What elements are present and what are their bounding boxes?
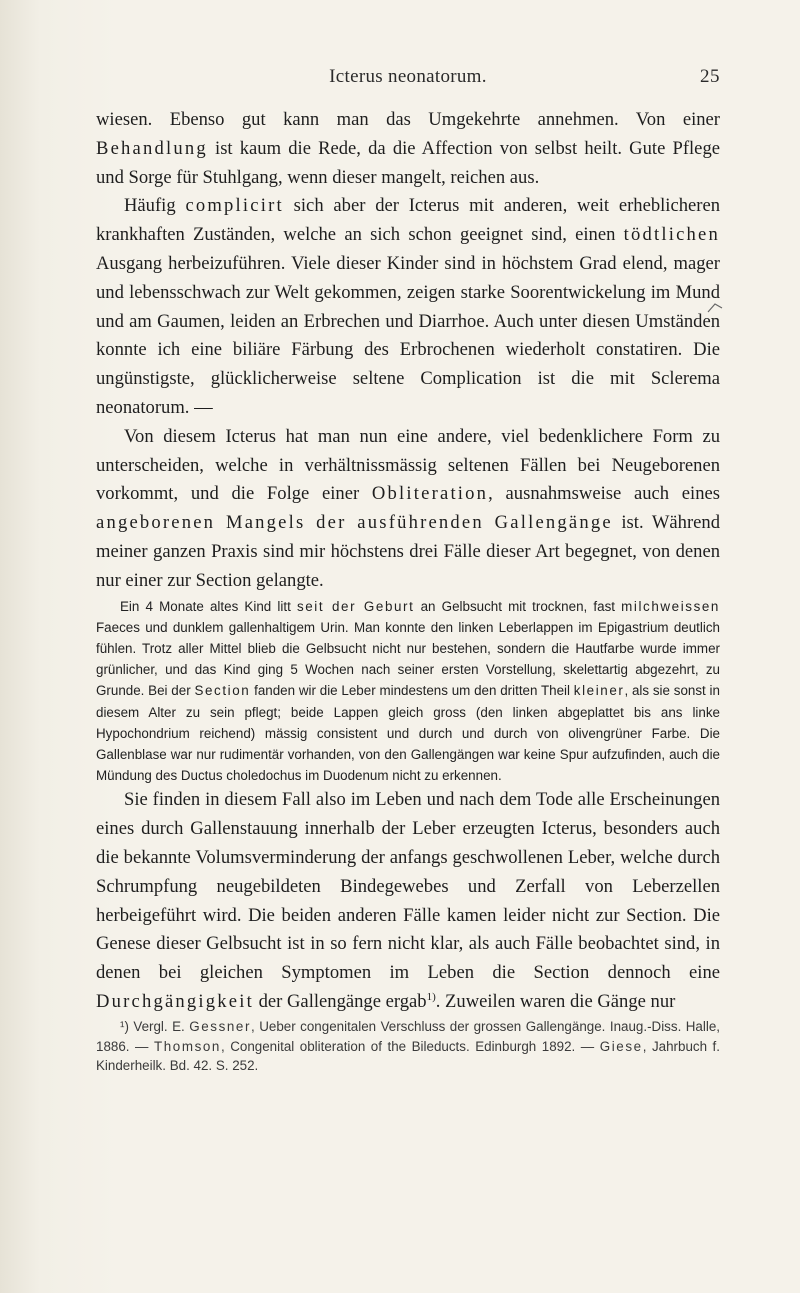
footnote	[96, 1017, 720, 1076]
text-run: ist. Während meiner ganzen Praxis sind mir höchstens drei Fälle dieser Art begegnet, von denen nur einer zur Section gelangte.	[96, 512, 720, 591]
emphasis-kleiner: kleiner	[573, 683, 625, 699]
author-thomson: Thomson	[153, 1038, 221, 1054]
paragraph-complications	[96, 192, 720, 422]
text-run: , Congenital obliteration of the Bileducts. Edinburgh 1892. —	[220, 1038, 600, 1054]
emphasis-milchweissen: milchweissen	[621, 598, 720, 614]
text-run: der Gallengänge ergab	[253, 990, 427, 1012]
emphasis-seit-der-geburt: seit der Geburt	[296, 598, 415, 614]
text-run: Faeces und dunklem gallenhaltigem Urin. Man konnte den linken Leberlappen im Epigastrium deutlich fühlen. Trotz aller Mittel blieb die Gelbsucht nicht nur bestehen, sondern die Hautfarbe wurde immer grünlicher, und das Kind ging 5 Wochen nach seiner ersten Vorstellung, skelettartig abgezehrt, zu Grunde. Bei der	[96, 619, 720, 699]
emphasis-behandlung: Behandlung	[96, 137, 208, 159]
paragraph-obliteration	[96, 423, 720, 596]
text-run: . Zuweilen waren die Gänge nur	[435, 990, 676, 1012]
text-run: Ein 4 Monate altes Kind litt	[120, 598, 297, 614]
text-run: an Gelbsucht mit trocknen, fast	[414, 598, 622, 614]
pencil-mark-icon	[706, 300, 724, 314]
running-title: Icterus neonatorum.	[329, 66, 487, 87]
text-run: , als sie sonst in diesem Alter zu sein pflegt; beide Lappen gleich gross (den linken abgeplattet bis ans linke Hypochondrium reichend) mässig consistent und durch und durch von olivengrüner Farbe. Die Gallenblase war nur rudimentär vorhanden, von den Gallengängen war keine Spur aufzufinden, auch die Mündung des Ductus choledochus im Duodenum nicht zu erkennen.	[96, 683, 720, 784]
paragraph-discussion	[96, 786, 720, 1016]
text-run: ist kaum die Rede, da die Affection von selbst heilt. Gute Pflege und Sorge für Stuhlgang, wenn dieser mangelt, reichen aus.	[96, 137, 720, 188]
text-run: sich aber der Icterus mit anderen, weit erheblicheren krankhaften Zuständen, welche an sich schon geeignet sind, einen	[96, 195, 720, 246]
emphasis-complicirt: complicirt	[185, 195, 284, 217]
footnote-marker: ¹)	[120, 1018, 129, 1034]
footnote-reference[interactable]: 1)	[426, 990, 436, 1003]
paragraph-treatment	[96, 106, 720, 192]
emphasis-section: Section	[194, 683, 251, 699]
text-run: Häufig	[124, 195, 186, 217]
text-run: wiesen. Ebenso gut kann man das Umgekehrte annehmen. Von einer	[96, 109, 720, 130]
author-giese: Giese	[599, 1038, 643, 1054]
text-run: fanden wir die Leber mindestens um den dritten Theil	[250, 683, 574, 699]
text-run: , Jahrbuch f. Kinderheilk. Bd. 42. S. 252.	[96, 1038, 720, 1074]
page-number: 25	[700, 66, 720, 87]
page-body	[96, 106, 720, 1076]
text-run: Sie finden in diesem Fall also im Leben und nach dem Tode alle Erscheinungen eines durch Gallenstauung innerhalb der Leber erzeugten Icterus, besonders auch die bekannte Volumsverminderung der anfangs geschwollenen Leber, welche durch Schrumpfung neugebildeten Bindegewebes und Zerfall von Leberzellen herbeigeführt wird. Die beiden anderen Fälle kamen leider nicht zur Section. Die Genese dieser Gelbsucht ist in so fern nicht klar, als auch Fälle beobachtet sind, in denen bei gleichen Symptomen im Leben die Section dennoch eine	[96, 789, 720, 984]
text-run: Ausgang herbeizuführen. Viele dieser Kinder sind in höchstem Grad elend, mager und lebensschwach zur Welt gekommen, zeigen starke Soorentwickelung im Mund und am Gaumen, leiden an Erbrechen und Diarrhoe. Auch unter diesen Umständen konnte ich eine biliäre Färbung des Erbrochenen wiederholt constatiren. Die ungünstigste, glücklicherweise seltene Complication ist die mit Sclerema neonatorum. —	[96, 252, 720, 418]
emphasis-mangel-gallengaenge: angeborenen Mangels der ausführenden Gallengänge	[96, 512, 613, 534]
case-report	[96, 596, 720, 787]
emphasis-toedtlichen: tödtlichen	[623, 224, 720, 246]
text-run: , ausnahmsweise auch eines	[488, 483, 720, 505]
author-gessner: Gessner	[189, 1018, 252, 1034]
emphasis-obliteration: Obliteration	[371, 483, 489, 505]
text-run: Vergl. E.	[128, 1018, 190, 1034]
page-header	[96, 66, 720, 96]
text-run: , Ueber congenitalen Verschluss der grossen Gallengänge. Inaug.-Diss. Halle, 1886. —	[96, 1018, 720, 1054]
text-run: Von diesem Icterus hat man nun eine andere, viel bedenklichere Form zu unterscheiden, welche in verhältnissmässig seltenen Fällen bei Neugeborenen vorkommt, und die Folge einer	[96, 425, 720, 505]
emphasis-durchgaengigkeit: Durchgängigkeit	[96, 990, 254, 1012]
